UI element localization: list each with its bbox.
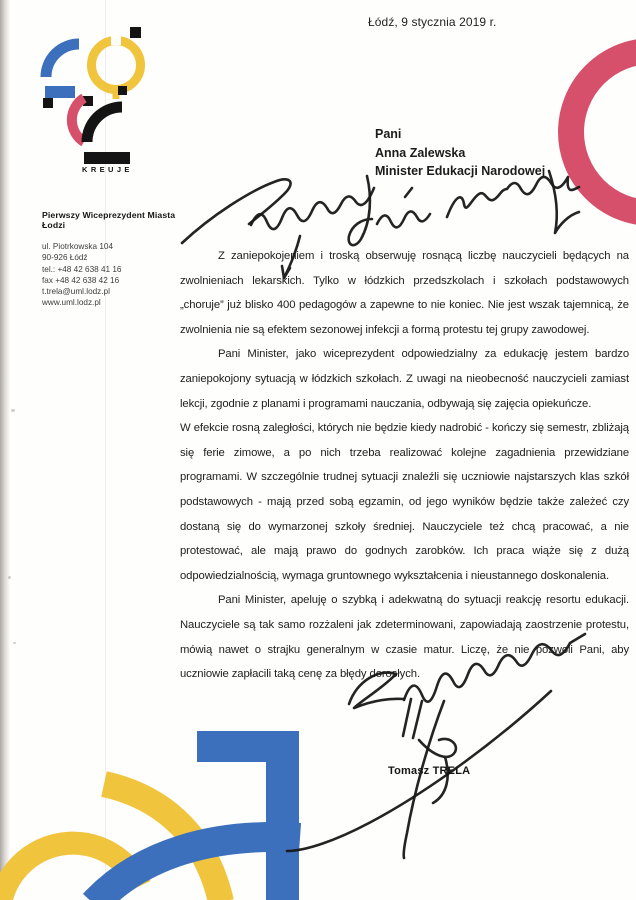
paragraph: Pani Minister, jako wiceprezydent odpowiedzialny za edukację jestem bardzo zaniepokojony sytuacją w łódzkich szkołach. Z uwagi na nieobecność nauczycieli zamiast lekcji, zgodnie z planami i programami nauczania, odbywają się zajęcia opiekuńcze. (180, 348, 629, 410)
paragraph: Pani Minister, apeluję o szybką i adekwatną do sytuacji reakcję resortu edukacji. Nauczyciele są tak samo rozżaleni jak zdeterminowani, zapowiadają zaostrzenie protestu, mówią nawet o strajku generalnym w czasie matur. Liczę, że nie pozwoli Pani, aby uczniowie zapłacili taką cenę za błędy dorosłych. (180, 594, 629, 681)
decor-ring-right (545, 20, 636, 265)
decor-bottom-left (0, 700, 320, 900)
scan-speck (11, 409, 15, 412)
address-line: www.uml.lodz.pl (42, 298, 101, 308)
address-line: tel.: +48 42 638 41 16 (42, 264, 122, 274)
scan-edge-shadow (0, 0, 10, 900)
paragraph: Z zaniepokojeniem i troską obserwuję rosnącą liczbę nauczycieli będących na zwolnieniach lekarskich. Tylko w łódzkich przedszkolach i szkołach podstawowych „choruje” już blisko 400 pedagogów a zapewne to nie koniec. Nie jest wszak tajemnicą, że zwolnienia nie są efektem sezonowej infekcji a formą protestu tej grupy zawodowej. (180, 250, 629, 336)
signer-name: Tomasz TRELA (388, 765, 471, 777)
paragraph: W efekcie rosną zaległości, których nie będzie kiedy nadrobić - kończy się semestr, zbliżają się ferie zimowe, a po nich trzeba realizować kolejne zagadnienia przewidziane programami. W szczególnie trudnej sytuacji znaleźli się uczniowie najstarszych klas szkół podstawowych - mają przed sobą egzamin, od jego wyników będzie także zależeć czy dostaną się do wymarzonej szkoły średniej. Nauczyciele też chcą pracować, a nie protestować, ale mają prawo do godnych zarobków. Ich praca wiąże się z dużą odpowiedzialnością, wymaga gruntownego wykształcenia i nieustannego doskonalenia. (180, 422, 629, 582)
scan-speck (13, 642, 16, 644)
address-line: 90-926 Łódź (42, 253, 88, 263)
logo-wordmark: KREUJE (82, 165, 133, 174)
sender-address (42, 241, 182, 309)
lodz-kreuje-logo (38, 24, 153, 174)
recipient-line: Anna Zalewska (375, 145, 466, 160)
date-line: Łódź, 9 stycznia 2019 r. (368, 15, 497, 29)
sender-title: Pierwszy Wiceprezydent Miasta Łodzi (42, 210, 176, 230)
address-line: ul. Piotrkowska 104 (42, 242, 113, 251)
address-line: fax +48 42 638 42 16 (42, 275, 120, 285)
recipient-block (375, 125, 545, 181)
letter-body (180, 244, 629, 687)
recipient-line: Pani (375, 127, 402, 141)
recipient-line: Minister Edukacji Narodowej (375, 164, 546, 179)
scan-speck (8, 576, 11, 579)
address-line: t.trela@uml.lodz.pl (42, 287, 110, 297)
